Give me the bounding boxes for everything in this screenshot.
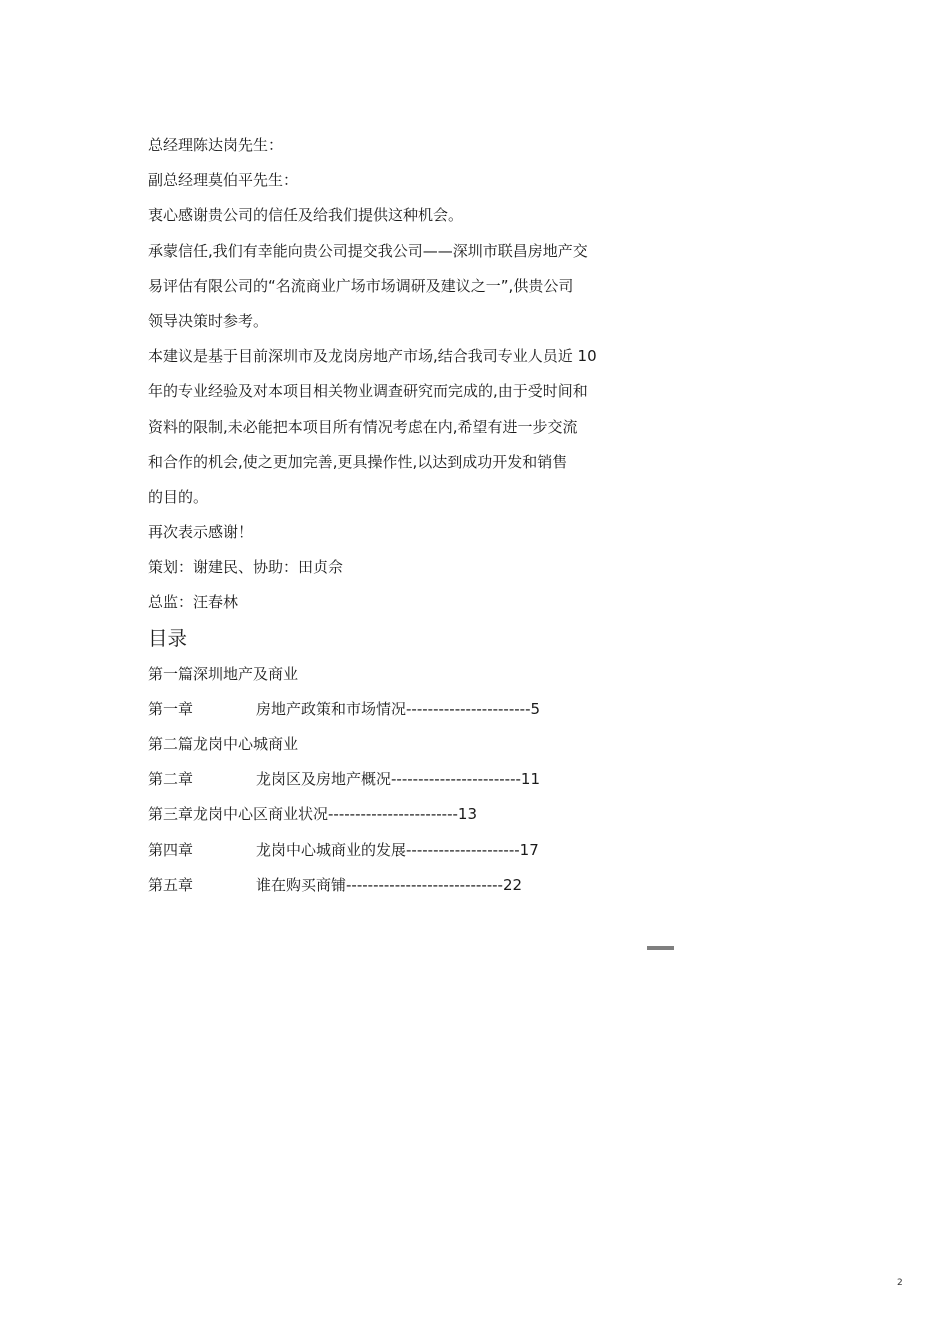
toc-chapter-5 [148,868,628,903]
salutation-gm: 总经理陈达岗先生： [148,136,284,154]
letter-body [148,128,628,903]
toc-chapter-4 [148,833,628,868]
toc-chapter-title: 谁在购买商铺-----------------------------22 [256,875,523,894]
paragraph-line: 的目的。 [148,487,209,506]
paragraph-line: 承蒙信任,我们有幸能向贵公司提交我公司——深圳市联昌房地产交 [148,241,588,260]
toc-title: 目录 [148,626,188,650]
paragraph-line: 本建议是基于目前深圳市及龙岗房地产市场,结合我司专业人员近 10 [148,347,597,366]
paragraph-line: 和合作的机会,使之更加完善,更具操作性,以达到成功开发和销售 [148,452,568,471]
paragraph-line: 资料的限制,未必能把本项目所有情况考虑在内,希望有进一步交流 [148,417,578,436]
toc-chapter-label: 第一章 [148,699,194,718]
separator-bar [647,946,674,950]
toc-chapter-title: 龙岗中心城商业的发展---------------------17 [256,840,539,859]
closing-thanks: 再次表示感谢！ [148,523,254,542]
toc-chapter-label: 第四章 [148,840,194,859]
paragraph-line: 易评估有限公司的“名流商业广场市场调研及建议之一”,供贵公司 [148,276,574,295]
toc-chapter-title: 房地产政策和市场情况-----------------------5 [256,699,541,718]
toc-chapter-1 [148,692,628,727]
toc-part-2: 第二篇龙岗中心城商业 [148,735,299,753]
thanks-paragraph: 衷心感谢贵公司的信任及给我们提供这种机会。 [148,206,464,225]
toc-part-1: 第一篇深圳地产及商业 [148,664,299,683]
salutation-deputy-gm: 副总经理莫伯平先生： [148,171,299,190]
director-credit: 总监：汪春林 [148,593,239,612]
paragraph-line: 领导决策时参考。 [148,311,269,330]
toc-chapter-3: 第三章龙岗中心区商业状况------------------------13 [148,805,477,824]
toc-chapter-title: 龙岗区及房地产概况------------------------11 [256,770,540,789]
toc-chapter-label: 第五章 [148,875,194,894]
planner-credit: 策划：谢建民、协助：田贞佘 [148,558,344,577]
toc-chapter-2 [148,762,628,797]
paragraph-line: 年的专业经验及对本项目相关物业调查研究而完成的,由于受时间和 [148,382,588,401]
toc-chapter-label: 第二章 [148,770,194,789]
page-number: 2 [897,1278,903,1288]
